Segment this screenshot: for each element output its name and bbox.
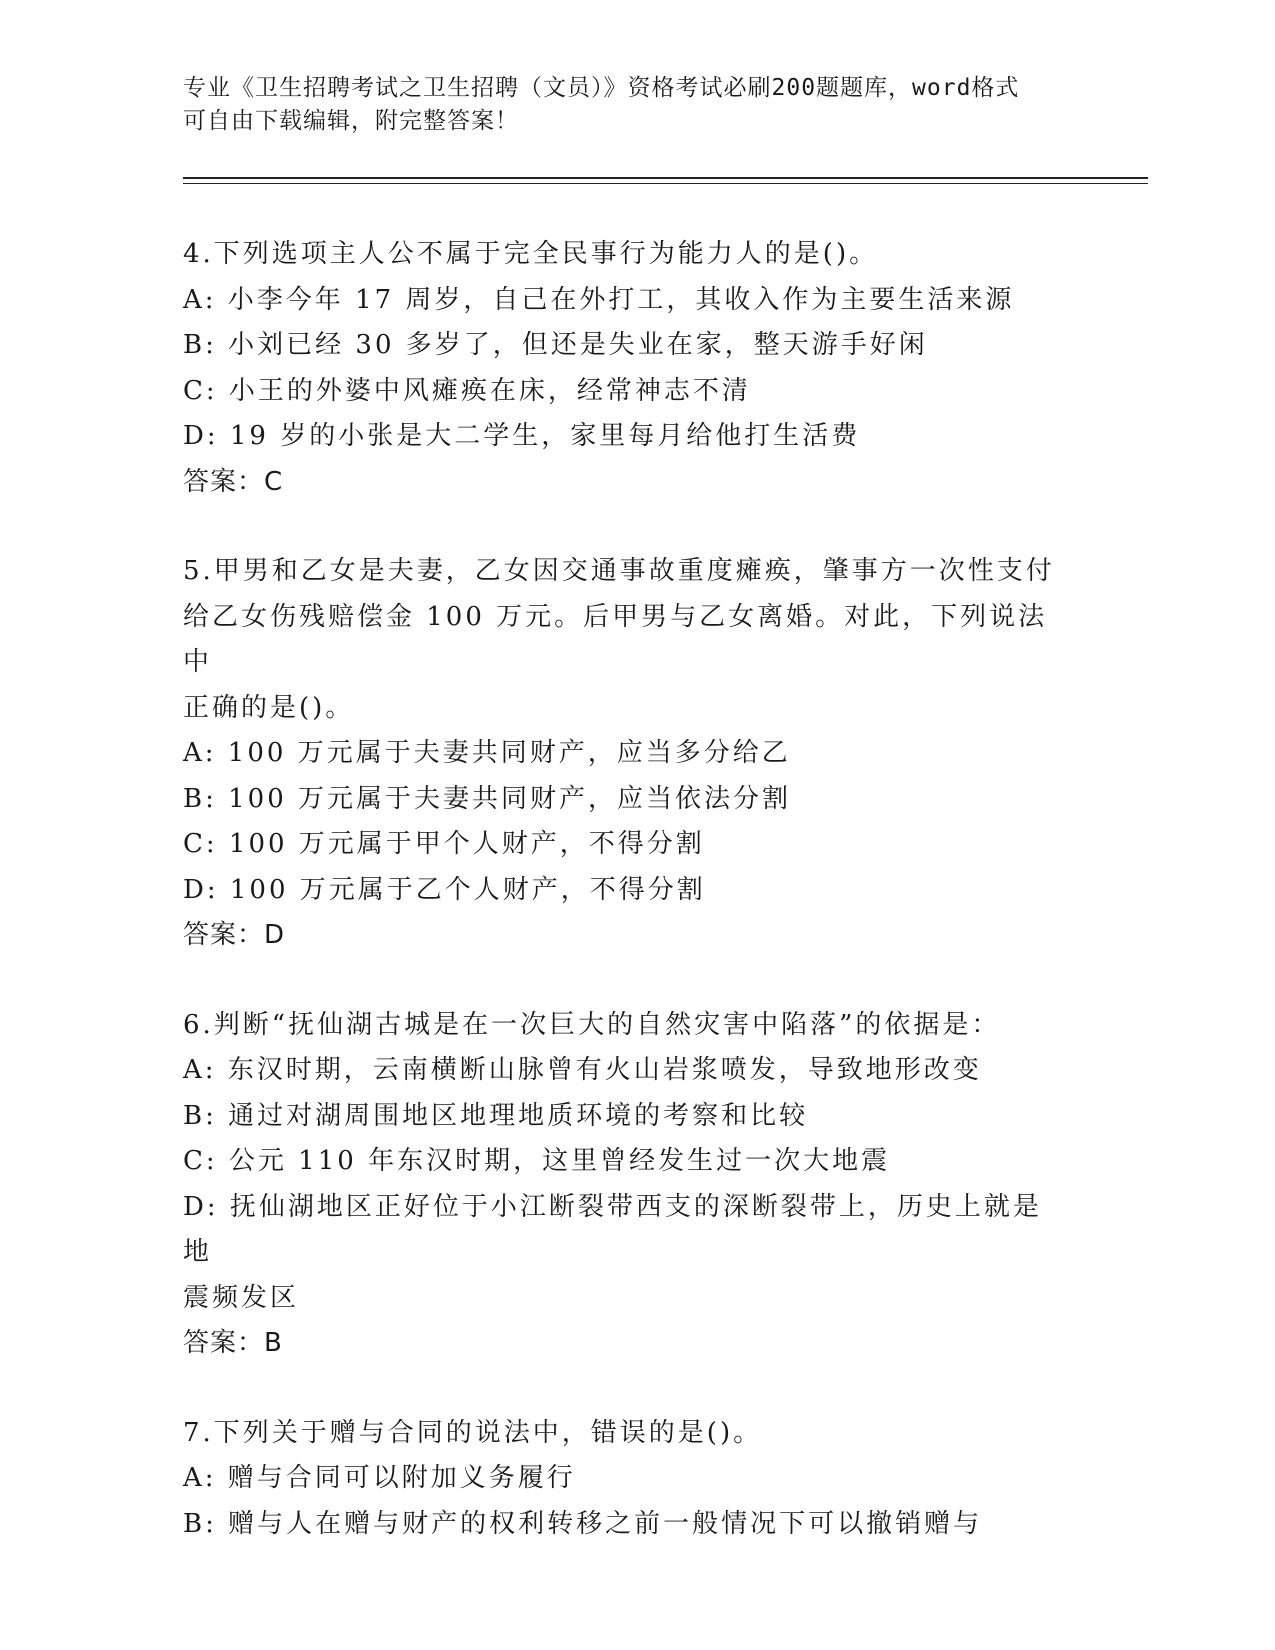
option-b: B: 通过对湖周围地区地理地质环境的考察和比较 <box>183 1100 809 1131</box>
header-line-1: 专业《卫生招聘考试之卫生招聘（文员）》资格考试必刷200题题库，word格式 <box>183 75 1020 101</box>
option-a: A: 小李今年 17 周岁，自己在外打工，其收入作为主要生活来源 <box>183 284 1015 315</box>
answer-label: 答案：D <box>183 920 286 950</box>
question-list <box>183 232 1063 1591</box>
option-b: B: 赠与人在赠与财产的权利转移之前一般情况下可以撤销赠与 <box>183 1508 983 1539</box>
option-b: B: 小刘已经 30 多岁了，但还是失业在家，整天游手好闲 <box>183 330 928 360</box>
option-c: C: 小王的外婆中风瘫痪在床，经常神志不清 <box>183 375 751 406</box>
option-a: A: 东汉时期，云南横断山脉曾有火山岩浆喷发，导致地形改变 <box>183 1055 982 1085</box>
question-5 <box>183 549 1063 959</box>
option-b: B: 100 万元属于夫妻共同财产，应当依法分割 <box>183 783 792 814</box>
option-d: D: 19 岁的小张是大二学生，家里每月给他打生活费 <box>183 421 861 451</box>
header-divider-thick <box>183 177 1148 179</box>
question-stem-cont: 给乙女伤残赔偿金 100 万元。后甲男与乙女离婚。对此，下列说法中 <box>183 601 1048 677</box>
question-stem-cont: 正确的是()。 <box>183 692 355 723</box>
answer-label: 答案：C <box>183 466 284 497</box>
question-stem: 6.判断“抚仙湖古城是在一次巨大的自然灾害中陷落”的依据是： <box>183 1009 1001 1040</box>
option-a: A: 赠与合同可以附加义务履行 <box>183 1463 576 1493</box>
option-a: A: 100 万元属于夫妻共同财产，应当多分给乙 <box>183 738 791 768</box>
option-c: C: 100 万元属于甲个人财产，不得分割 <box>183 829 705 859</box>
answer-label: 答案：B <box>183 1328 283 1358</box>
option-d: D: 抚仙湖地区正好位于小江断裂带西支的深断裂带上，历史上就是地 <box>183 1191 1042 1267</box>
document-header <box>183 72 1063 138</box>
option-d-cont: 震频发区 <box>183 1282 300 1313</box>
header-line-2: 可自由下载编辑，附完整答案！ <box>183 108 519 134</box>
question-7 <box>183 1411 1063 1548</box>
question-stem: 4.下列选项主人公不属于完全民事行为能力人的是()。 <box>183 239 879 269</box>
question-6 <box>183 1003 1063 1367</box>
question-4 <box>183 232 1063 505</box>
header-divider-thin <box>183 183 1148 184</box>
option-d: D: 100 万元属于乙个人财产，不得分割 <box>183 874 706 905</box>
question-stem: 5.甲男和乙女是夫妻，乙女因交通事故重度瘫痪，肇事方一次性支付 <box>183 556 1055 586</box>
option-c: C: 公元 110 年东汉时期，这里曾经发生过一次大地震 <box>183 1146 891 1176</box>
question-stem: 7.下列关于赠与合同的说法中，错误的是()。 <box>183 1417 763 1448</box>
